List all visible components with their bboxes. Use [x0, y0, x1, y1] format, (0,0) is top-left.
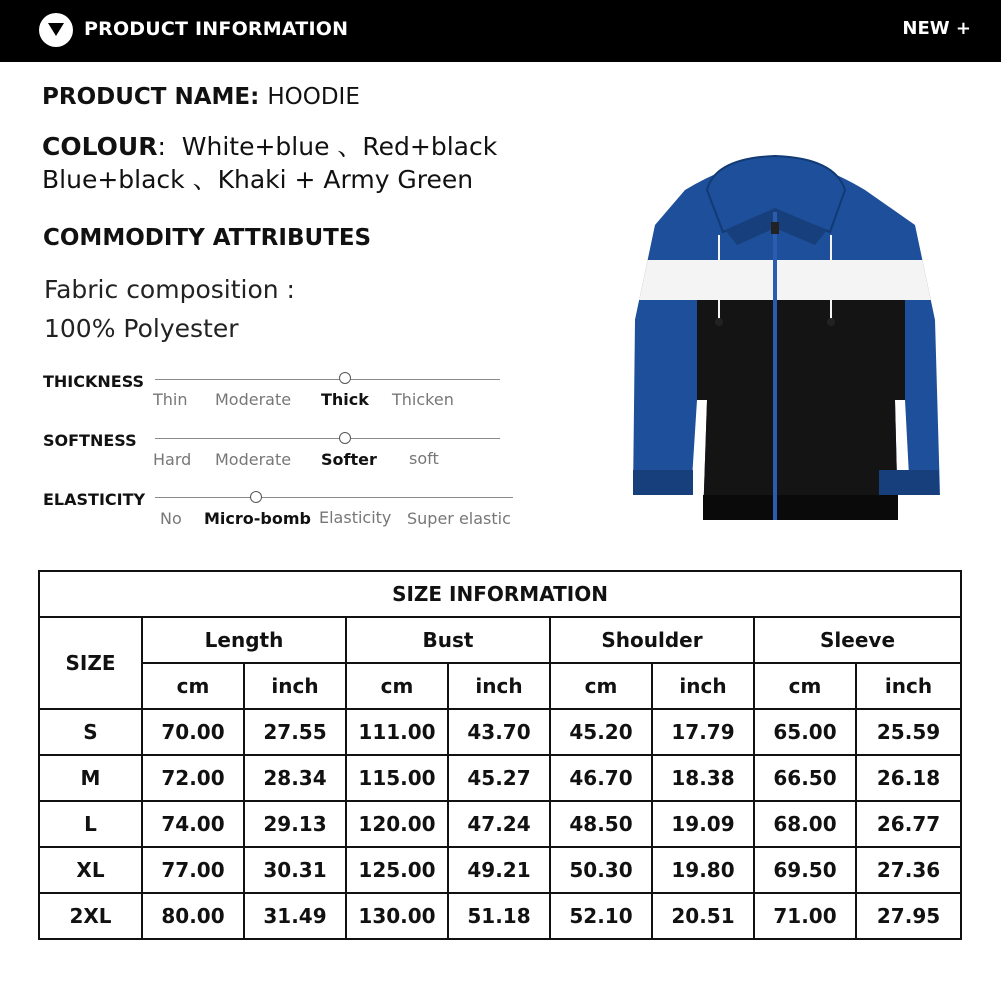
- product-colour: COLOUR: White+blue 、Red+black Blue+black 、Khaki + Army Green: [42, 132, 498, 194]
- value-cell: 49.21: [448, 847, 550, 893]
- value-cell: 111.00: [346, 709, 448, 755]
- product-name-value: HOODIE: [267, 84, 360, 110]
- attribute-label: ELASTICITY: [43, 490, 146, 509]
- value-cell: 27.36: [856, 847, 961, 893]
- value-cell: 69.50: [754, 847, 856, 893]
- unit-header: inch: [856, 663, 961, 709]
- value-cell: 45.27: [448, 755, 550, 801]
- value-cell: 27.95: [856, 893, 961, 939]
- size-cell: 2XL: [39, 893, 142, 939]
- scale-line: [155, 497, 513, 498]
- commodity-title: COMMODITY ATTRIBUTES: [43, 225, 372, 251]
- size-cell: M: [39, 755, 142, 801]
- unit-header: cm: [142, 663, 244, 709]
- group-header-length: Length: [142, 617, 346, 663]
- size-table-title: SIZE INFORMATION: [39, 571, 961, 617]
- product-image-hoodie: [615, 150, 955, 534]
- value-cell: 125.00: [346, 847, 448, 893]
- value-cell: 130.00: [346, 893, 448, 939]
- value-cell: 115.00: [346, 755, 448, 801]
- scale-option: Thin: [153, 390, 188, 409]
- value-cell: 28.34: [244, 755, 346, 801]
- table-row: [39, 801, 961, 847]
- header-bar: [0, 0, 1001, 62]
- value-cell: 50.30: [550, 847, 652, 893]
- scale-option-selected: Softer: [321, 450, 377, 469]
- value-cell: 19.80: [652, 847, 754, 893]
- value-cell: 43.70: [448, 709, 550, 755]
- table-row: [39, 893, 961, 939]
- scale-option: Thicken: [392, 390, 454, 409]
- size-cell: S: [39, 709, 142, 755]
- scale-option: Super elastic: [407, 509, 511, 528]
- value-cell: 46.70: [550, 755, 652, 801]
- value-cell: 29.13: [244, 801, 346, 847]
- value-cell: 74.00: [142, 801, 244, 847]
- size-column-header: SIZE: [39, 617, 142, 709]
- value-cell: 18.38: [652, 755, 754, 801]
- product-name: PRODUCT NAME: HOODIE: [42, 84, 360, 110]
- group-header-bust: Bust: [346, 617, 550, 663]
- new-label: NEW +: [902, 18, 971, 39]
- value-cell: 26.77: [856, 801, 961, 847]
- value-cell: 65.00: [754, 709, 856, 755]
- value-cell: 17.79: [652, 709, 754, 755]
- scale-line: [155, 438, 500, 439]
- scale-option-selected: Micro-bomb: [204, 509, 311, 528]
- unit-header: cm: [346, 663, 448, 709]
- attribute-label: SOFTNESS: [43, 431, 137, 450]
- group-header-sleeve: Sleeve: [754, 617, 961, 663]
- unit-header: inch: [244, 663, 346, 709]
- unit-header: cm: [754, 663, 856, 709]
- size-cell: L: [39, 801, 142, 847]
- scale-option: soft: [409, 449, 439, 468]
- value-cell: 72.00: [142, 755, 244, 801]
- scale-option: Moderate: [215, 450, 292, 469]
- scale-option: Moderate: [215, 390, 292, 409]
- value-cell: 51.18: [448, 893, 550, 939]
- fabric-value: 100% Polyester: [44, 314, 239, 343]
- value-cell: 70.00: [142, 709, 244, 755]
- table-row: [39, 755, 961, 801]
- scale-option: No: [160, 509, 182, 528]
- colour-line-1: White+blue 、Red+black: [181, 132, 498, 161]
- value-cell: 47.24: [448, 801, 550, 847]
- product-name-label: PRODUCT NAME: [42, 84, 251, 110]
- value-cell: 45.20: [550, 709, 652, 755]
- chevron-down-icon: [39, 13, 73, 47]
- scale-marker: [250, 491, 262, 503]
- unit-header: inch: [448, 663, 550, 709]
- colour-line-2: Blue+black 、Khaki + Army Green: [42, 165, 474, 194]
- header-title: PRODUCT INFORMATION: [84, 18, 349, 40]
- scale-option: Hard: [153, 450, 192, 469]
- value-cell: 66.50: [754, 755, 856, 801]
- value-cell: 68.00: [754, 801, 856, 847]
- value-cell: 26.18: [856, 755, 961, 801]
- unit-header: inch: [652, 663, 754, 709]
- value-cell: 48.50: [550, 801, 652, 847]
- group-header-shoulder: Shoulder: [550, 617, 754, 663]
- table-row: [39, 709, 961, 755]
- value-cell: 31.49: [244, 893, 346, 939]
- scale-option: Elasticity: [319, 508, 392, 527]
- value-cell: 71.00: [754, 893, 856, 939]
- value-cell: 25.59: [856, 709, 961, 755]
- value-cell: 19.09: [652, 801, 754, 847]
- value-cell: 20.51: [652, 893, 754, 939]
- table-row: [39, 847, 961, 893]
- scale-marker: [339, 432, 351, 444]
- value-cell: 120.00: [346, 801, 448, 847]
- attribute-label: THICKNESS: [43, 372, 145, 391]
- unit-header: cm: [550, 663, 652, 709]
- size-table: [38, 570, 962, 940]
- size-cell: XL: [39, 847, 142, 893]
- fabric-label: Fabric composition :: [44, 275, 295, 304]
- scale-line: [155, 379, 500, 380]
- scale-option-selected: Thick: [321, 390, 369, 409]
- scale-marker: [339, 372, 351, 384]
- value-cell: 52.10: [550, 893, 652, 939]
- value-cell: 27.55: [244, 709, 346, 755]
- colour-label: COLOUR: [42, 132, 158, 161]
- value-cell: 30.31: [244, 847, 346, 893]
- value-cell: 77.00: [142, 847, 244, 893]
- value-cell: 80.00: [142, 893, 244, 939]
- fabric-block: [44, 270, 295, 348]
